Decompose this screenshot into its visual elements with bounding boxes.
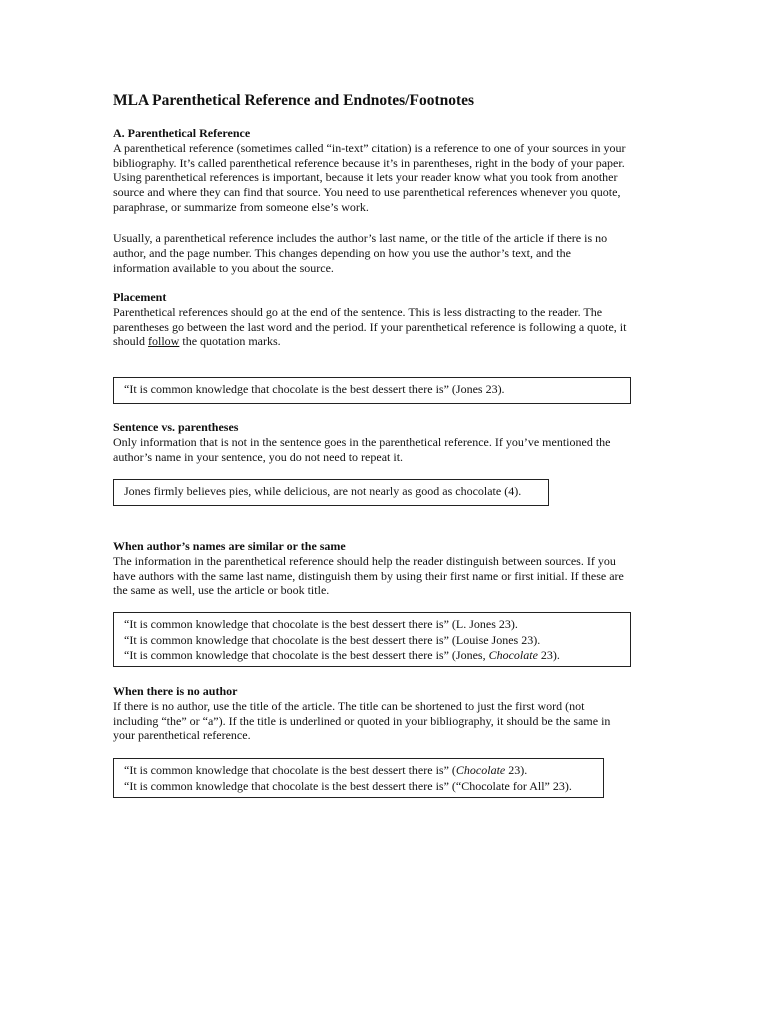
section-similar-authors (113, 539, 673, 598)
example-box-sentence (113, 479, 549, 506)
italic-title: Chocolate (455, 763, 506, 777)
page-title: MLA Parenthetical Reference and Endnotes/Footnotes (113, 92, 475, 109)
text-line: information available to you about the source. (113, 260, 334, 275)
text-line: A parenthetical reference (sometimes called “in-text” citation) is a reference to one of your sources in your (113, 140, 626, 155)
text-line: the same as well, use the article or book title. (113, 583, 330, 598)
example-text: “It is common knowledge that chocolate is the best dessert there is” (L. Jones 23). (124, 617, 518, 631)
section-heading: Placement (113, 290, 167, 304)
paragraph (113, 141, 673, 215)
text-line: Using parenthetical references is important, because it lets your reader know what you took from another (113, 170, 618, 185)
text-line: Parenthetical references should go at the end of the sentence. This is less distracting to the reader. The (113, 304, 603, 319)
example-text: “It is common knowledge that chocolate is the best dessert there is” (Louise Jones 23). (124, 632, 541, 647)
paragraph (113, 554, 673, 598)
section-no-author (113, 684, 673, 743)
text-line: parentheses go between the last word and the period. If your parenthetical reference is following a quote, it (113, 319, 627, 334)
text-fragment: should (113, 334, 149, 349)
paragraph (113, 699, 673, 743)
underlined-word: follow (148, 334, 180, 349)
section-parenthetical-reference-p2 (113, 231, 673, 275)
section-sentence-vs-parentheses (113, 420, 673, 464)
text-line: author, and the page number. This changes depending on how you use the author’s text, and the (113, 245, 571, 260)
text-fragment: 23). (505, 763, 528, 777)
text-fragment: 23). (537, 648, 560, 662)
text-line: have authors with the same last name, distinguish them by using their first name or first initial. If these are (113, 568, 624, 583)
paragraph (113, 435, 673, 465)
section-heading: Sentence vs. parentheses (113, 420, 239, 434)
section-heading: When there is no author (113, 684, 238, 698)
text-line: bibliography. It’s called parenthetical reference because it’s in parentheses, right in the body of your paper. (113, 155, 625, 170)
section-parenthetical-reference (113, 126, 673, 215)
section-heading: A. Parenthetical Reference (113, 126, 251, 140)
section-heading: When author’s names are similar or the same (113, 539, 346, 553)
text-line: your parenthetical reference. (113, 728, 251, 743)
text-fragment: “It is common knowledge that chocolate is the best dessert there is” (Jones, (124, 648, 489, 662)
example-box-placement (113, 377, 631, 404)
example-box-similar (113, 612, 631, 667)
example-text (124, 763, 593, 779)
example-text: “It is common knowledge that chocolate is the best dessert there is” (“Chocolate for All” 23). (124, 778, 572, 793)
text-line: source and where they can find that source. You need to use parenthetical references whenever you quote, (113, 185, 621, 200)
example-text (124, 648, 620, 664)
paragraph (113, 231, 673, 275)
italic-title: Chocolate (488, 648, 538, 662)
text-line: paraphrase, or summarize from someone else’s work. (113, 199, 369, 214)
example-box-no-author (113, 758, 604, 798)
text-line (113, 334, 673, 349)
text-fragment: the quotation marks. (179, 334, 281, 349)
text-line: The information in the parenthetical reference should help the reader distinguish between sources. If you (113, 553, 616, 568)
example-text: “It is common knowledge that chocolate is the best dessert there is” (Jones 23). (124, 382, 505, 396)
paragraph (113, 305, 673, 349)
text-fragment: “It is common knowledge that chocolate is the best dessert there is” ( (124, 763, 456, 777)
text-line: If there is no author, use the title of the article. The title can be shortened to just the first word (not (113, 698, 585, 713)
text-line: Usually, a parenthetical reference includes the author’s last name, or the title of the article if there is no (113, 231, 608, 245)
text-line: Only information that is not in the sentence goes in the parenthetical reference. If you’ve mentioned the (113, 434, 611, 449)
section-placement (113, 290, 673, 349)
example-text: Jones firmly believes pies, while delicious, are not nearly as good as chocolate (4). (124, 484, 522, 498)
text-line: including “the” or “a”). If the title is underlined or quoted in your bibliography, it should be the same in (113, 713, 611, 728)
text-line: author’s name in your sentence, you do not need to repeat it. (113, 449, 404, 464)
